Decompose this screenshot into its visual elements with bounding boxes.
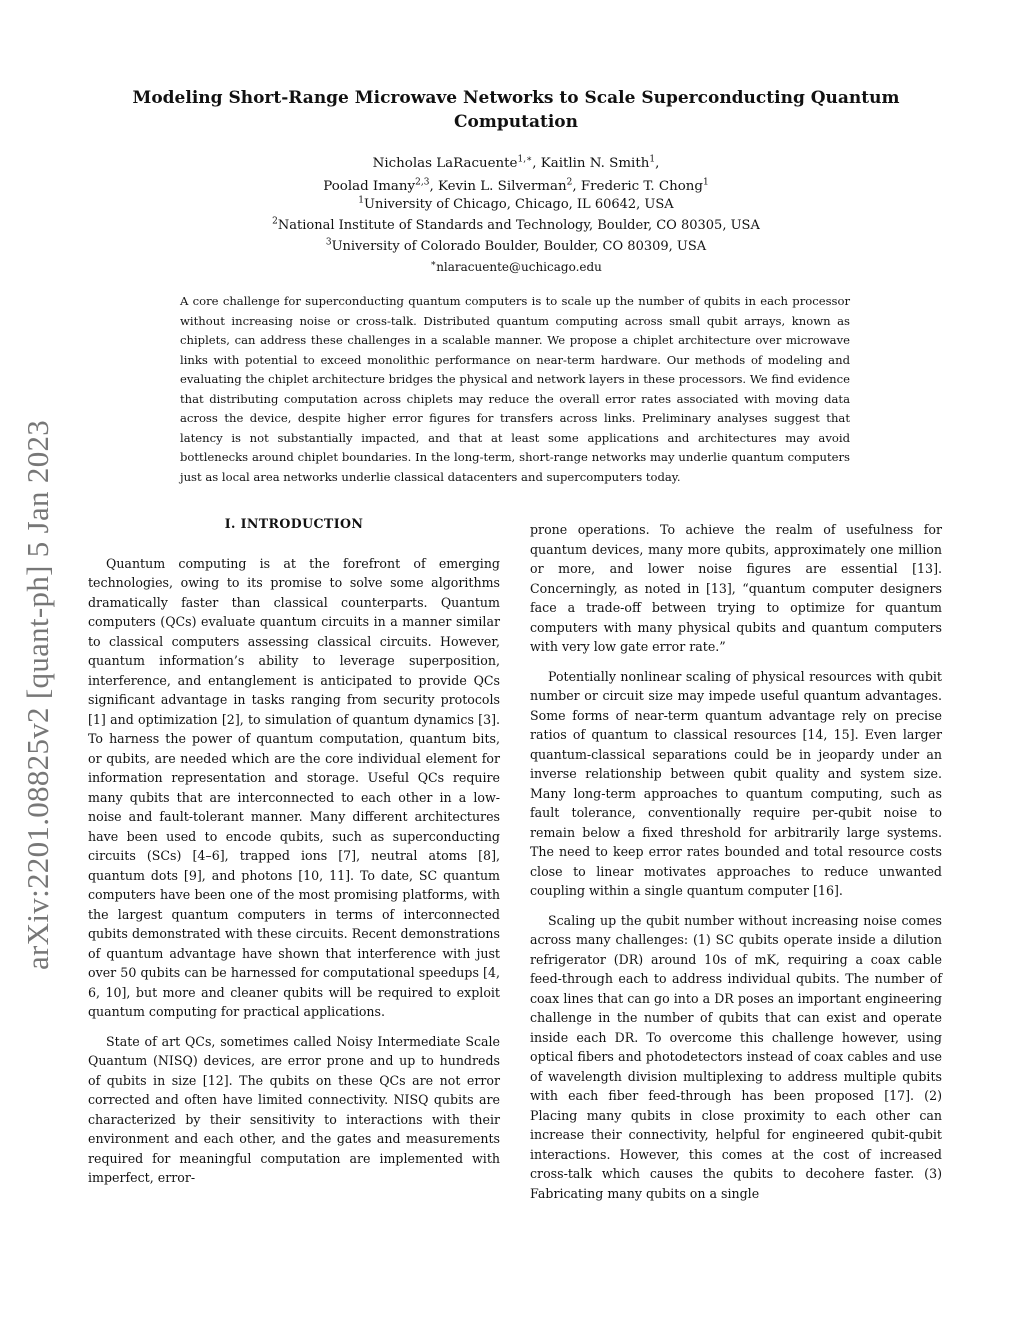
author-line-1: Nicholas LaRacuente$^{1,∗}$, Kaitlin N. Smith$^1$, <box>372 154 660 171</box>
affiliation: $^1$University of Chicago, Chicago, IL 60642, USA <box>358 195 674 212</box>
author-line-2: Poolad Imany$^{2,3}$, Kevin L. Silverman$^2$, Frederic T. Chong$^1$ <box>323 177 709 194</box>
paragraph: prone operations. To achieve the realm of usefulness for quantum devices, many more qubits, approximately one million or more, and lower noise figures are essential [13]. Concerningly, as noted in [13], “quantum computer designers face a trade-off between trying to optimize for quantum computers with many physical qubits and quantum computers with very low gate error rate.” <box>530 522 942 654</box>
author-affiliation-mark: 1 <box>703 177 709 188</box>
author-affiliation-mark: 1,∗ <box>517 154 533 165</box>
author-name: Nicholas LaRacuente <box>372 156 518 171</box>
paragraph: Scaling up the qubit number without increasing noise comes across many challenges: (1) SC qubits operate inside a dilution refrigerator (DR) around 10s of mK, requiring a coax cable feed-through each to address individual qubits. The number of coax lines that can go into a DR poses an important engineering challenge in the number of qubits that can exist and operate inside each DR. To overcome this challenge however, using optical fibers and photodetectors instead of coax cables and use of wavelength division multiplexing to address multiple qubits with each fiber feed-through has been proposed [17]. (2) Placing many qubits in close proximity to each other can increase their connectivity, helpful for engineered qubit-qubit interactions. However, this comes at the cost of increased cross-talk which causes the qubits to decohere faster. (3) Fabricating many qubits on a single <box>530 912 942 1201</box>
author-name: Frederic T. Chong <box>580 179 703 194</box>
paragraph: State of art QCs, sometimes called Noisy Intermediate Scale Quantum (NISQ) devices, are error prone and up to hundreds of qubits in size [12]. The qubits on these QCs are not error corrected and often have limited connectivity. NISQ qubits are characterized by their sensitivity to interactions with their environment and each other, and the gates and measurements required for meaningful computation are implemented with imperfect, error- <box>88 1033 500 1185</box>
section-heading: I. INTRODUCTION <box>224 516 364 531</box>
corresponding-email: ∗nlaracuente@uchicago.edu <box>430 259 602 274</box>
paragraph: Potentially nonlinear scaling of physical resources with qubit number or circuit size may impede useful quantum advantages. Some forms of near-term quantum advantage rely on precise ratios of quantum to classical resources [14, 15]. Even larger quantum-classical separations could be in jeopardy under an inverse relationship between qubit quality and system size. Many long-term approaches to quantum computing, such as fault tolerance, conventionally require per-qubit noise to remain below a fixed threshold for arbitrarily large systems. The need to keep error rates bounded and total resource costs close to linear motivates approaches to reduce unwanted coupling within a single quantum computer [16]. <box>530 668 942 898</box>
right-column <box>530 520 942 1213</box>
paragraph: Quantum computing is at the forefront of emerging technologies, owing to its promise to solve some algorithms dramatically faster than classical counterparts. Quantum computers (QCs) evaluate quantum circuits in a manner similar to classical computers assessing classical circuits. However, quantum information’s ability to leverage superposition, interference, and entanglement is anticipated to provide QCs significant advantage in tasks ranging from security protocols [1] and optimization [2], to simulation of quantum dynamics [3]. To harness the power of quantum computation, quantum bits, or qubits, are needed which are the core individual element for information representation and storage. Useful QCs require many qubits that are interconnected to each other in a low-noise and fault-tolerant manner. Many different architectures have been used to encode qubits, such as superconducting circuits (SCs) [4–6], trapped ions [7], neutral atoms [8], quantum dots [9], and photons [10, 11]. To date, SC quantum computers have been one of the most promising platforms, with the largest quantum computers in terms of interconnected qubits demonstrated with these circuits. Recent demonstrations of quantum advantage have shown that interference with just over 50 qubits can be harnessed for computational speedups [4, 6, 10], but more and cleaner qubits will be required to exploit quantum computing for practical applications. <box>88 555 500 1019</box>
affiliation-list <box>160 194 872 278</box>
left-column <box>88 514 500 1198</box>
author-list <box>160 152 872 198</box>
abstract: A core challenge for superconducting quantum computers is to scale up the number of qubits in each processor without increasing noise or cross-talk. Distributed quantum computing across small qubit arrays, known as chiplets, can address these challenges in a scalable manner. We propose a chiplet architecture over microwave links with potential to exceed monolithic performance on near-term hardware. Our methods of modeling and evaluating the chiplet architecture bridges the physical and network layers in these processors. We find evidence that distributing computation across chiplets may reduce the overall error rates associated with moving data across the device, despite higher error figures for transfers across links. Preliminary analyses suggest that latency is not substantially impacted, and that at least some applications and architectures may avoid bottlenecks around chiplet boundaries. In the long-term, short-range networks may underlie quantum computers just as local area networks underlie classical datacenters and supercomputers today. <box>180 294 850 484</box>
affiliation: $^2$National Institute of Standards and Technology, Boulder, CO 80305, USA <box>272 216 760 233</box>
author-name: Kevin L. Silverman <box>437 179 567 194</box>
affiliation: $^3$University of Colorado Boulder, Boulder, CO 80309, USA <box>325 237 707 254</box>
author-name: Poolad Imany <box>323 179 416 194</box>
author-affiliation-mark: 2 <box>566 177 573 188</box>
author-affiliation-mark: 2,3 <box>415 177 430 188</box>
paper-title: Modeling Short-Range Microwave Networks to Scale Superconducting Quantum Computation <box>132 88 900 132</box>
author-affiliation-mark: 1 <box>649 154 656 165</box>
author-name: Kaitlin N. Smith <box>540 156 650 171</box>
arxiv-identifier: arXiv:2201.08825v2 [quant-ph] 5 Jan 2023 <box>20 419 55 970</box>
